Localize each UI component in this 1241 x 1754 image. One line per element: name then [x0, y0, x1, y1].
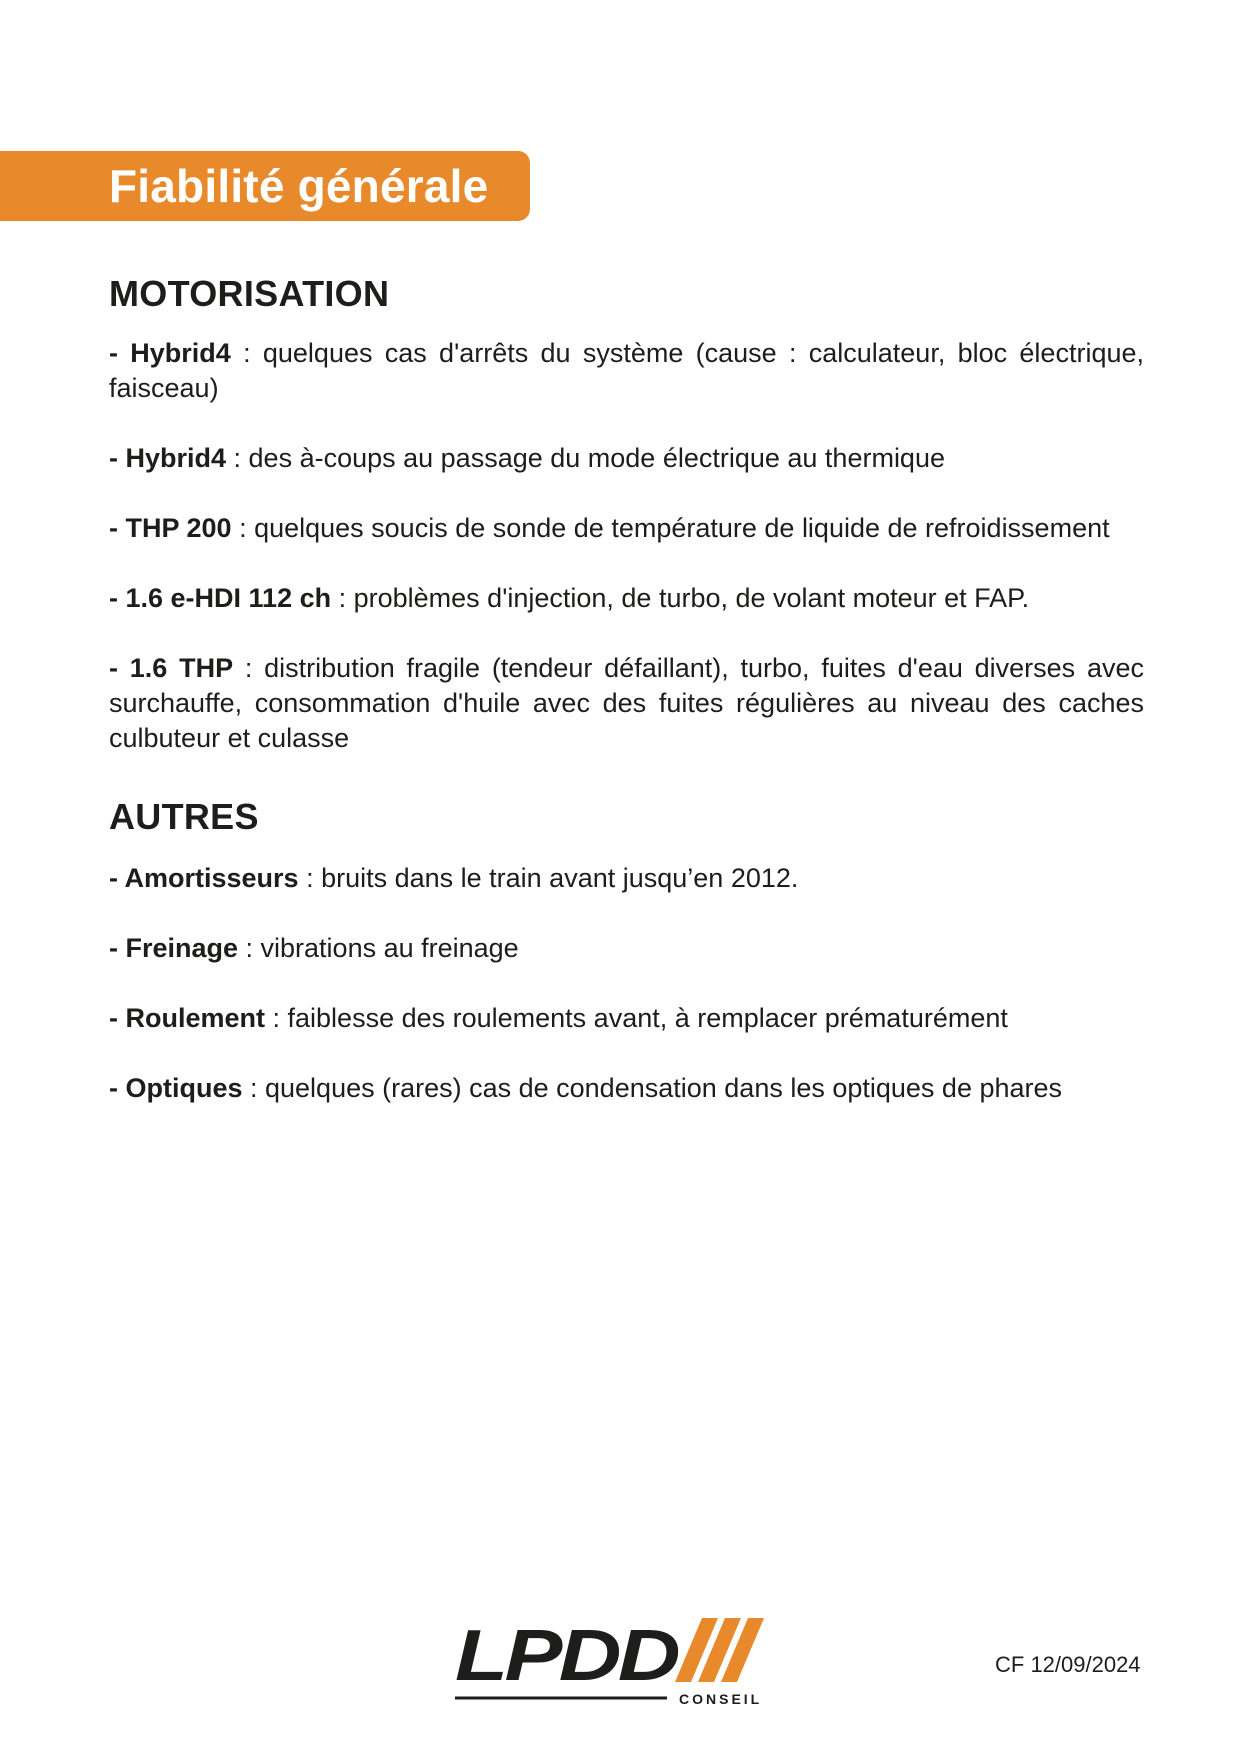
item-label: - Amortisseurs: [109, 863, 299, 893]
item-text: : distribution fragile (tendeur défaillant), turbo, fuites d'eau diverses avec surchauffe, consommation d'huile avec des fuites régulières au niveau des caches culbuteur et culasse: [109, 653, 1144, 753]
title-banner: [0, 151, 530, 221]
list-item: [109, 931, 1144, 966]
item-text: : faiblesse des roulements avant, à remplacer prématurément: [265, 1003, 1008, 1033]
list-item: [109, 651, 1144, 756]
item-label: - Freinage: [109, 933, 239, 963]
document-date: CF 12/09/2024: [995, 1652, 1141, 1677]
list-item: [109, 861, 1144, 896]
list-item: [109, 511, 1144, 546]
page-title: Fiabilité générale: [109, 160, 489, 212]
list-item: [109, 441, 1144, 476]
item-label: - Optiques: [109, 1073, 243, 1103]
item-label: - 1.6 e-HDI 112 ch: [109, 583, 332, 613]
item-text: : bruits dans le train avant jusqu’en 2012.: [298, 863, 799, 893]
item-text: : des à-coups au passage du mode électrique au thermique: [226, 443, 945, 473]
logo-wordmark: LPDD: [455, 1618, 679, 1696]
section-heading-autres: AUTRES: [109, 796, 259, 837]
list-item: [109, 1001, 1144, 1036]
item-text: : quelques cas d'arrêts du système (cause : calculateur, bloc électrique, faisceau): [109, 338, 1144, 403]
section-heading-motorisation: MOTORISATION: [109, 273, 390, 314]
list-item: [109, 1071, 1144, 1106]
item-label: - Hybrid4: [109, 443, 227, 473]
item-label: - 1.6 THP: [109, 653, 234, 683]
list-item: [109, 581, 1144, 616]
item-label: - THP 200: [109, 513, 232, 543]
item-label: - Hybrid4: [109, 338, 231, 368]
list-item: [109, 336, 1144, 406]
item-text: : problèmes d'injection, de turbo, de volant moteur et FAP.: [331, 583, 1030, 613]
item-label: - Roulement: [109, 1003, 266, 1033]
lpdd-logo: [455, 1618, 795, 1708]
item-text: : quelques (rares) cas de condensation dans les optiques de phares: [242, 1073, 1063, 1103]
content: [109, 268, 1144, 1141]
item-text: : vibrations au freinage: [238, 933, 519, 963]
item-text: : quelques soucis de sonde de température de liquide de refroidissement: [231, 513, 1110, 543]
logo-subtext: CONSEIL: [679, 1691, 763, 1707]
